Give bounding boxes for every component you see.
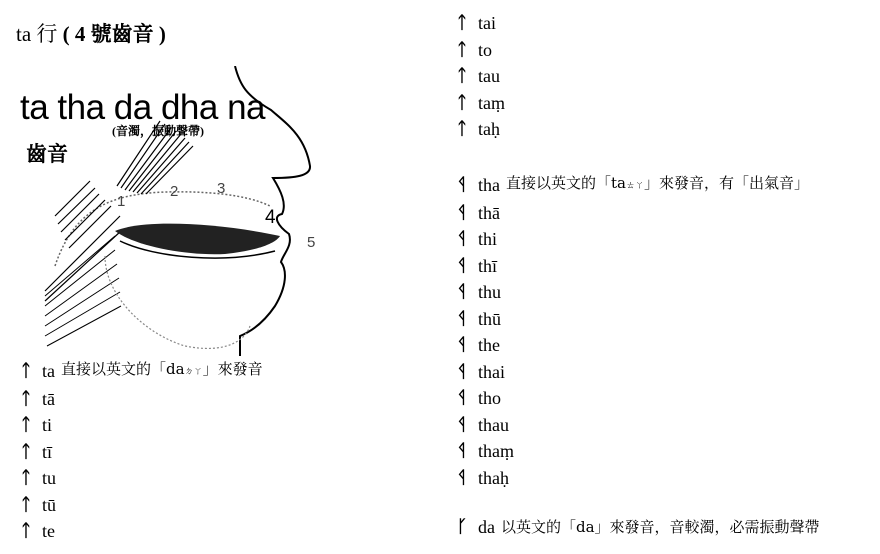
- syllable: ta: [42, 360, 55, 381]
- diagram-number-4: 4: [265, 207, 276, 228]
- da-row: [452, 514, 820, 541]
- list-item: ᛩ thi: [452, 226, 809, 253]
- list-item: ᛏ taḥ: [452, 116, 505, 143]
- right-list-tha: [452, 170, 809, 491]
- diagram-number-2: 2: [170, 183, 179, 200]
- tongue: [115, 224, 280, 255]
- list-item: ᛩ thaḥ: [452, 465, 809, 492]
- list-item: ᛩ thai: [452, 359, 809, 386]
- diagram-number-3: 3: [217, 180, 226, 197]
- list-item: ᛏ tai: [452, 10, 505, 37]
- right-list-ta: [452, 10, 505, 143]
- siddham-glyph-icon: ᛩ: [456, 229, 468, 249]
- siddham-glyph-icon: ᛩ: [456, 467, 468, 488]
- diagram-number-1: 1: [117, 193, 126, 210]
- list-item: ᛏ tu: [16, 465, 263, 492]
- list-item: ᛏ tau: [452, 63, 505, 90]
- siddham-glyph-icon: ᛏ: [456, 66, 468, 86]
- list-item-da: ᚴ da 以英文的「da」來發音，音較濁，必需振動聲帶: [452, 514, 820, 541]
- page-title: [16, 18, 166, 48]
- siddham-glyph-icon: ᛏ: [20, 360, 32, 381]
- list-item: ᛩ thū: [452, 306, 809, 333]
- siddham-glyph-icon: ᛩ: [456, 282, 468, 302]
- siddham-glyph-icon: ᛩ: [456, 335, 468, 355]
- siddham-glyph-icon: ᛏ: [456, 39, 468, 60]
- diagram-syllables: ta tha da dha na: [20, 88, 265, 127]
- list-item: ᛏ ti: [16, 412, 263, 439]
- pronunciation-note: 直接以英文的「daㄉㄚ」來發音: [61, 360, 263, 378]
- list-item: ᛏ te: [16, 518, 263, 545]
- list-item: ᛩ thu: [452, 279, 809, 306]
- diagram-label: 齒音: [26, 142, 68, 166]
- list-item: ᛏ tū: [16, 492, 263, 519]
- siddham-glyph-icon: ᛏ: [20, 415, 32, 435]
- list-item: ᛩ thaṃ: [452, 438, 809, 465]
- diagram-subtitle: (音濁，振動聲帶): [112, 124, 204, 138]
- list-item: ᛩ tho: [452, 385, 809, 412]
- pronunciation-note: 直接以英文的「taㄊㄚ」來發音，有「出氣音」: [506, 174, 810, 192]
- list-item: ᛏ taṃ: [452, 90, 505, 117]
- list-item: ᛩ thau: [452, 412, 809, 439]
- list-item: ᛩ thā: [452, 200, 809, 227]
- siddham-glyph-icon: ᛩ: [456, 441, 468, 461]
- diagram-number-5: 5: [307, 234, 316, 251]
- siddham-glyph-icon: ᛩ: [456, 174, 468, 195]
- siddham-glyph-icon: ᛩ: [456, 308, 468, 329]
- list-item: ᛩ thī: [452, 253, 809, 280]
- title-group: ( 4 號齒音 ): [62, 22, 166, 46]
- list-item-tha: ᛩ tha 直接以英文的「taㄊㄚ」來發音，有「出氣音」: [452, 170, 809, 200]
- siddham-glyph-icon: ᛏ: [20, 388, 32, 409]
- list-item: ᛩ the: [452, 332, 809, 359]
- siddham-glyph-icon: ᛏ: [456, 92, 468, 113]
- pronunciation-note: 以英文的「da」來發音，音較濁，必需振動聲帶: [501, 518, 820, 536]
- siddham-glyph-icon: ᛩ: [456, 202, 468, 223]
- siddham-glyph-icon: ᚴ: [456, 517, 468, 537]
- siddham-glyph-icon: ᛏ: [20, 494, 32, 515]
- siddham-glyph-icon: ᛏ: [456, 13, 468, 33]
- list-item-ta: [16, 356, 263, 386]
- title-latin: ta 行: [16, 22, 58, 46]
- siddham-glyph-icon: ᛩ: [456, 388, 468, 408]
- list-item: ᛏ tī: [16, 439, 263, 466]
- siddham-glyph-icon: ᛏ: [20, 468, 32, 488]
- siddham-glyph-icon: ᛏ: [456, 119, 468, 139]
- left-list: [16, 356, 263, 545]
- siddham-glyph-icon: ᛏ: [20, 441, 32, 462]
- siddham-glyph-icon: ᛩ: [456, 361, 468, 382]
- siddham-glyph-icon: ᛩ: [456, 414, 468, 435]
- list-item: ᛏ to: [452, 37, 505, 64]
- siddham-glyph-icon: ᛩ: [456, 255, 468, 276]
- siddham-glyph-icon: ᛏ: [20, 521, 32, 541]
- list-item: ᛏ tā: [16, 386, 263, 413]
